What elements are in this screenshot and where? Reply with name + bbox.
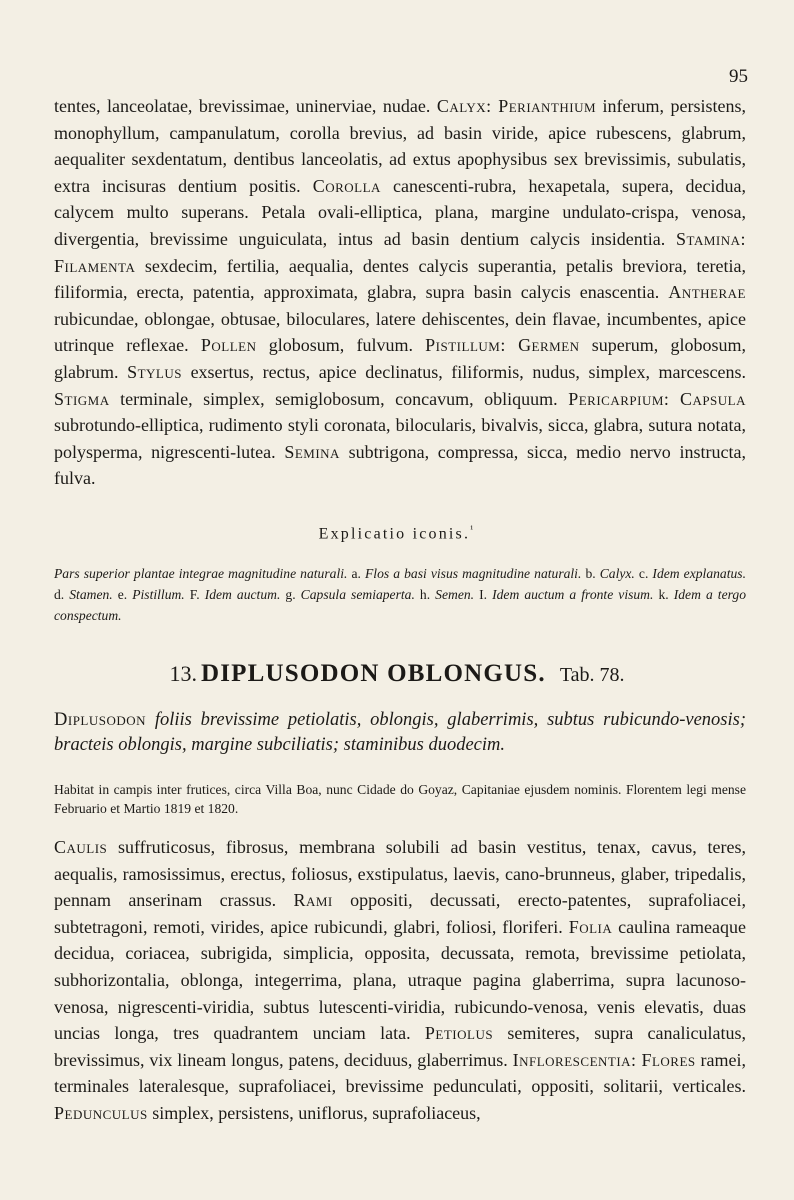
figure-caption xyxy=(54,563,746,626)
text-run: superum, globosum, glabrum. xyxy=(54,335,746,382)
term-small-caps: Inflorescentia: xyxy=(512,1049,637,1070)
text-run: g. xyxy=(280,587,301,602)
italic-text: Capsula semiaperta. xyxy=(300,587,415,602)
text-run: caulina rameaque decidua, coriacea, subrigida, simplicia, opposita, decussata, remota, brevissime petiolata, subhorizontalia, oblonga, integerrima, plana, utraque pagina glaberrima, supra lacunoso-venosa, nigrescenti-viridia, subtus lutescenti-viridia, rubicundo-venosa, venis elevatis, duas uncias longa, tres quadrantem unciam lata. xyxy=(54,916,746,1044)
term-small-caps: Flores xyxy=(641,1049,696,1070)
text-run: inferum, persistens, monophyllum, campanulatum, corolla brevius, ad basin viride, apice rubescens, glabrum, aequaliter sexdentatum, dentibus lanceolatis, ad extus apophysibus sex brevissimis, subulatis, extra incisuras dentium positis. xyxy=(54,96,747,196)
italic-text: Idem auctum a fronte visum. xyxy=(492,587,654,602)
term-small-caps: Pistillum: xyxy=(425,335,506,356)
italic-text: Pars superior plantae integrae magnitudine naturali. xyxy=(54,566,348,581)
text-run: canescenti-rubra, hexapetala, supera, decidua, calycem multo superans. Petala ovali-elliptica, plana, margine undulato-crispa, venosa, divergentia, brevissime unguiculata, intus ad basin dentium calycis insidentia. xyxy=(54,175,746,249)
text-run: terminale, simplex, semiglobosum, concavum, obliquum. xyxy=(109,388,569,409)
term-small-caps: Calyx: xyxy=(436,96,492,116)
page-number: 95 xyxy=(729,66,748,87)
text-run: I. xyxy=(474,587,493,602)
plate-reference: Tab. 78. xyxy=(559,664,625,686)
term-small-caps: Stamina: xyxy=(676,228,746,249)
explicatio-heading xyxy=(0,524,794,543)
term-small-caps: Semina xyxy=(284,441,340,462)
species-name: DIPLUSODON OBLONGUS. xyxy=(200,660,546,687)
text-run: b. xyxy=(581,566,600,581)
term-small-caps: Antherae xyxy=(668,282,746,303)
italic-text: Pistillum. xyxy=(132,587,185,602)
italic-text: Flos a basi visus magnitudine naturali. xyxy=(364,566,582,581)
text-run: simplex, persistens, uniflorus, suprafoliaceus, xyxy=(147,1102,481,1123)
italic-text: Semen. xyxy=(435,587,475,602)
text-run: ramei, terminales lateralesque, suprafoliacei, brevissime pedunculati, oppositi, solitarii, verticales. xyxy=(54,1049,746,1097)
text-run: tentes, lanceolatae, brevissimae, uninerviae, nudae. xyxy=(54,96,437,116)
term-small-caps: Capsula xyxy=(679,388,747,409)
term-small-caps: Perianthium xyxy=(498,96,597,116)
text-run: a. xyxy=(347,566,365,581)
term-small-caps: Pollen xyxy=(200,335,257,356)
text-run: F. xyxy=(184,587,205,602)
term-small-caps: Pericarpium: xyxy=(568,388,670,409)
italic-text: Idem auctum. xyxy=(204,587,281,602)
text-run: semiteres, supra canaliculatus, brevissimus, vix lineam longus, patens, deciduus, glaberrimus. xyxy=(54,1023,747,1070)
term-small-caps: Caulis xyxy=(54,837,108,857)
italic-text: Calyx. xyxy=(599,566,635,581)
term-small-caps: Filamenta xyxy=(54,255,136,276)
text-run: oppositi, decussati, erecto-patentes, suprafoliacei, subtetragoni, remoti, virides, apice rubicundi, glabri, foliosi, floriferi. xyxy=(54,890,747,937)
caulis-paragraph xyxy=(54,834,746,1127)
term-small-caps: Stylus xyxy=(127,361,182,382)
term-small-caps: Germen xyxy=(518,335,580,356)
description-paragraph xyxy=(54,93,746,492)
text-run: exsertus, rectus, apice declinatus, filiformis, nudus, simplex, marcescens. xyxy=(181,361,746,382)
term-small-caps: Pedunculus xyxy=(54,1102,148,1123)
italic-text: foliis brevissime petiolatis, oblongis, glaberrimis, subtus rubicundo-venosis; bracteis oblongis, margine subciliatis; staminibus duodecim. xyxy=(54,710,746,755)
text-run: e. xyxy=(112,587,133,602)
species-number: 13. xyxy=(169,661,197,686)
text-run: d. xyxy=(54,587,70,602)
text-run xyxy=(669,389,680,409)
text-run: sexdecim, fertilia, aequalia, dentes calycis superantia, petalis breviora, teretia, filiformia, erecta, patentia, approximata, glabra, supra basin calycis enascentia. xyxy=(54,255,746,303)
text-run: rubicundae, oblongae, obtusae, biloculares, latere dehiscentes, dein flavae, incumbentes, apice utrinque reflexae. xyxy=(54,308,746,356)
text-run: subtrigona, compressa, sicca, medio nervo instructa, fulva. xyxy=(54,441,746,489)
term-small-caps: Rami xyxy=(293,890,333,911)
text-run: h. xyxy=(414,587,436,602)
text-run: subrotundo-elliptica, rudimento styli coronata, bilocularis, bivalvis, sicca, glabra, sutura notata, polysperma, nigrescenti-lutea. xyxy=(54,415,746,462)
species-diagnosis xyxy=(54,708,746,758)
text-run: c. xyxy=(634,566,653,581)
text-run: k. xyxy=(653,587,674,602)
habitat-note: Habitat in campis inter frutices, circa Villa Boa, nunc Cidade do Goyaz, Capitaniae ejusdem nominis. Florentem legi mense Februario et Martio 1819 et 1820. xyxy=(54,782,746,816)
italic-text: Stamen. xyxy=(69,587,113,602)
text-run xyxy=(506,335,518,355)
term-small-caps: Folia xyxy=(568,916,613,937)
footnote-mark: ¹ xyxy=(470,524,476,535)
term-small-caps: Stigma xyxy=(54,388,110,409)
term-small-caps: Petiolus xyxy=(424,1023,494,1044)
text-run: suffruticosus, fibrosus, membrana solubili ad basin vestitus, tenax, cavus, teres, aequalis, ramosissimus, erectus, foliosus, exstipulatus, laevis, cano-brunneus, glaber, tripedalis, pennam anserinam crassus. xyxy=(54,837,746,911)
species-heading xyxy=(0,660,794,688)
italic-text: Idem explanatus. xyxy=(652,566,746,581)
italic-text: Idem a tergo conspectum. xyxy=(54,587,746,623)
term-small-caps: Diplusodon xyxy=(54,710,147,730)
term-small-caps: Corolla xyxy=(312,175,381,196)
text-run: globosum, fulvum. xyxy=(256,335,426,356)
explicatio-title: Explicatio iconis. xyxy=(318,525,471,543)
